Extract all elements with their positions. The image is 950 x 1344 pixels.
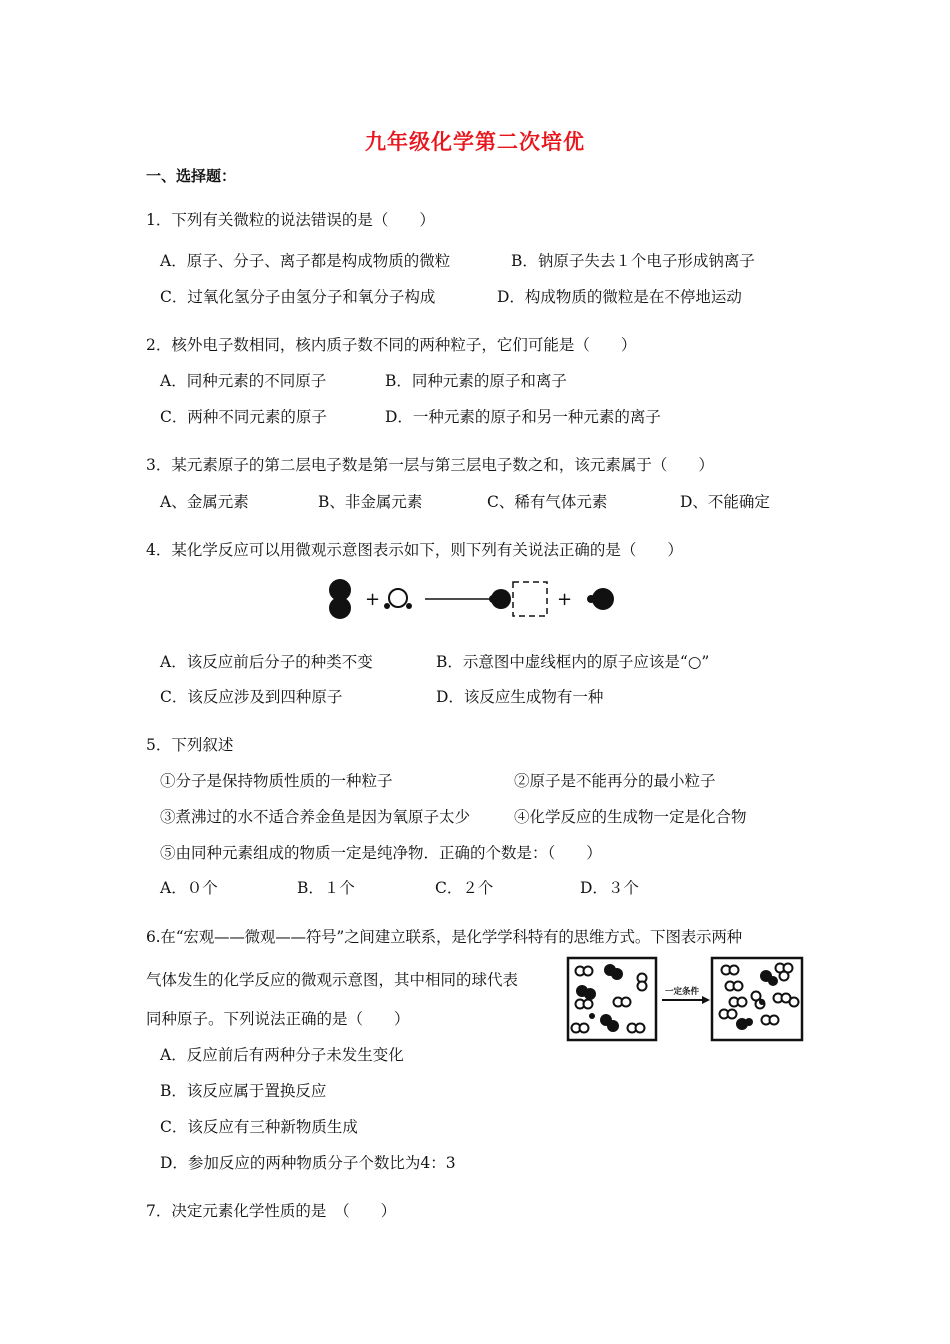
q5-statement-2: ②原子是不能再分的最小粒子	[514, 772, 716, 790]
q4-reaction-diagram	[325, 575, 625, 625]
q1-option-a: A．原子、分子、离子都是构成物质的微粒	[160, 252, 451, 270]
q6-option-c: C．该反应有三种新物质生成	[160, 1118, 358, 1136]
q5-statement-1: ①分子是保持物质性质的一种粒子	[160, 772, 393, 790]
q1-option-c: C．过氧化氢分子由氢分子和氧分子构成	[160, 288, 436, 306]
q2-option-a: A．同种元素的不同原子	[160, 372, 327, 390]
q2-option-b: B．同种元素的原子和离子	[385, 372, 567, 390]
q4-stem: 4．某化学反应可以用微观示意图表示如下，则下列有关说法正确的是（ ）	[146, 541, 683, 559]
section-heading: 一、选择题：	[146, 167, 237, 185]
q2-option-c: C．两种不同元素的原子	[160, 408, 327, 426]
q4-option-c: C．该反应涉及到四种原子	[160, 688, 343, 706]
q5-statement-3: ③煮沸过的水不适合养金鱼是因为氧原子太少	[160, 808, 471, 826]
q1-stem: 1．下列有关微粒的说法错误的是（ ）	[146, 211, 435, 229]
q2-stem: 2．核外电子数相同，核内质子数不同的两种粒子，它们可能是（ ）	[146, 336, 637, 354]
q5-statement-5: ⑤由同种元素组成的物质一定是纯净物．正确的个数是：（ ）	[160, 844, 602, 862]
q6-reaction-diagram	[566, 956, 806, 1042]
q4-option-b: B．示意图中虚线框内的原子应该是“○”	[436, 653, 710, 671]
q6-option-a: A．反应前后有两种分子未发生变化	[160, 1046, 404, 1064]
q3-option-c: C、稀有气体元素	[487, 493, 608, 511]
q3-option-d: D、不能确定	[680, 493, 770, 511]
q6-stem-line-3: 同种原子。下列说法正确的是（ ）	[146, 1010, 410, 1028]
svg-text:+: +	[365, 589, 381, 610]
q3-option-a: A、金属元素	[160, 493, 249, 511]
q5-statement-4: ④化学反应的生成物一定是化合物	[514, 808, 747, 826]
q5-stem: 5．下列叙述	[146, 736, 234, 754]
q5-option-b: B．１个	[297, 879, 355, 897]
q3-option-b: B、非金属元素	[318, 493, 423, 511]
page-title: 九年级化学第二次培优	[365, 130, 585, 154]
q4-option-d: D．该反应生成物有一种	[436, 688, 604, 706]
q3-stem: 3．某元素原子的第二层电子数是第一层与第三层电子数之和，该元素属于（ ）	[146, 456, 714, 474]
q1-option-d: D．构成物质的微粒是在不停地运动	[497, 288, 742, 306]
q6-stem-line-1: 6.在“宏观——微观——符号”之间建立联系，是化学学科特有的思维方式。下图表示两种	[146, 928, 742, 946]
svg-text:+: +	[557, 589, 573, 610]
q4-option-a: A．该反应前后分子的种类不变	[160, 653, 373, 671]
q7-stem: 7．决定元素化学性质的是 （ ）	[146, 1202, 397, 1220]
q6-arrow-label: 一定条件	[665, 987, 700, 997]
q5-option-a: A．０个	[160, 879, 218, 897]
q5-option-d: D．３个	[580, 879, 639, 897]
q6-stem-line-2: 气体发生的化学反应的微观示意图，其中相同的球代表	[146, 971, 519, 989]
q1-option-b: B．钠原子失去１个电子形成钠离子	[511, 252, 755, 270]
q6-option-b: B．该反应属于置换反应	[160, 1082, 327, 1100]
q5-option-c: C．２个	[435, 879, 494, 897]
q6-option-d: D．参加反应的两种物质分子个数比为4：3	[160, 1154, 456, 1172]
q2-option-d: D．一种元素的原子和另一种元素的离子	[385, 408, 661, 426]
